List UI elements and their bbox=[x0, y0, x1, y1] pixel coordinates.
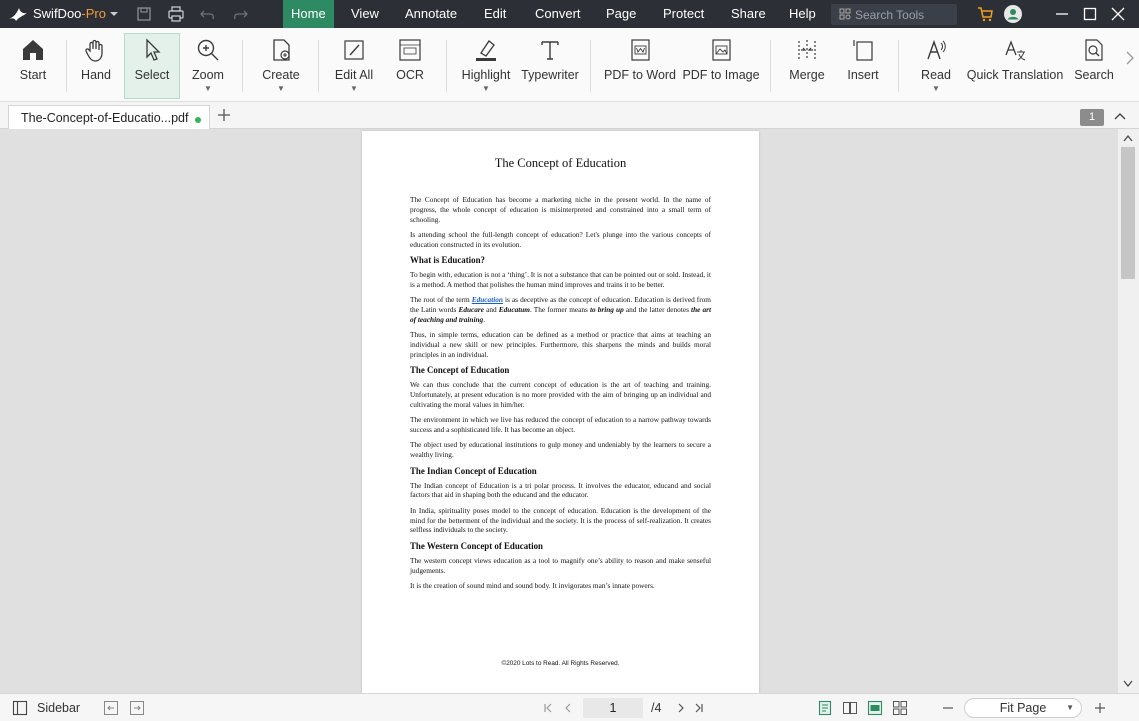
read-chevron-down-icon: ▼ bbox=[932, 84, 940, 93]
search-button[interactable]: Search bbox=[1074, 34, 1114, 100]
pdf-to-word-icon bbox=[627, 37, 653, 63]
section-heading: The Western Concept of Education bbox=[410, 540, 543, 551]
ribbon-scroll-right-icon[interactable] bbox=[1124, 50, 1136, 66]
thumbnail-grid-view-icon[interactable] bbox=[892, 700, 908, 716]
search-tools-icon bbox=[839, 8, 852, 21]
search-tools-box[interactable] bbox=[831, 4, 957, 25]
search-tools-input[interactable] bbox=[855, 6, 953, 23]
pdf-to-word-button[interactable]: PDF to Word bbox=[604, 34, 676, 100]
zoom-level-select[interactable] bbox=[964, 698, 1082, 718]
ribbon-divider bbox=[770, 40, 771, 92]
ocr-icon bbox=[397, 37, 423, 63]
previous-page-icon[interactable] bbox=[560, 700, 576, 716]
unsaved-indicator bbox=[195, 117, 201, 123]
sidebar-toggle-icon[interactable] bbox=[12, 700, 28, 716]
translate-icon bbox=[1002, 37, 1028, 63]
start-button[interactable]: Start bbox=[14, 34, 52, 100]
scroll-down-chevron-icon[interactable] bbox=[1122, 679, 1134, 689]
paragraph: The object used by educational institutions to gulp money and undeniably by the learners to secure a wealthy living. bbox=[410, 440, 711, 460]
ocr-button[interactable]: OCR bbox=[392, 34, 428, 100]
quick-translation-button[interactable]: Quick Translation bbox=[968, 34, 1062, 100]
status-bar bbox=[0, 693, 1139, 721]
section-heading: The Concept of Education bbox=[410, 365, 510, 376]
continuous-scroll-view-icon[interactable] bbox=[867, 700, 883, 716]
page-total: /4 bbox=[651, 701, 662, 715]
zoom-out-icon[interactable] bbox=[940, 700, 956, 716]
zoom-chevron-down-icon: ▼ bbox=[204, 84, 212, 93]
paragraph: Is attending school the full-length concept of education? Let's plunge into the various concepts of education constructed in its evolution. bbox=[410, 230, 711, 249]
ribbon-divider bbox=[590, 40, 591, 92]
scroll-up-chevron-icon[interactable] bbox=[1122, 133, 1134, 143]
merge-icon bbox=[794, 37, 820, 63]
next-view-icon[interactable] bbox=[129, 700, 145, 716]
education-link[interactable]: Education bbox=[471, 295, 503, 305]
menu-home[interactable]: Home bbox=[283, 0, 334, 28]
search-document-icon bbox=[1081, 37, 1107, 63]
highlight-button[interactable]: Highlight ▼ bbox=[460, 34, 512, 100]
edit-all-button[interactable]: Edit All ▼ bbox=[332, 34, 376, 100]
new-document-icon bbox=[268, 37, 294, 63]
ribbon-divider bbox=[66, 40, 67, 92]
app-menu-chevron-down-icon[interactable] bbox=[108, 8, 120, 20]
collapse-ribbon-chevron-up-icon[interactable] bbox=[1113, 111, 1127, 121]
pdf-page[interactable] bbox=[362, 131, 759, 693]
last-page-icon[interactable] bbox=[691, 700, 707, 716]
typewriter-icon bbox=[537, 37, 563, 63]
hand-tool-button[interactable]: Hand bbox=[76, 34, 116, 100]
page-footer: ©2020 Lots to Read. All Rights Reserved. bbox=[501, 660, 620, 667]
menu-share[interactable]: Share bbox=[731, 6, 766, 21]
paragraph: It is the creation of sound mind and sound body. It invigorates man’s innate powers. bbox=[410, 580, 655, 590]
ribbon-divider bbox=[242, 40, 243, 92]
zoom-level-value: Fit Page bbox=[999, 701, 1047, 715]
print-icon[interactable] bbox=[167, 5, 185, 23]
paragraph: Thus, in simple terms, education can be defined as a method or practice that aims at teaching an individual a new skill or new principles. Furthermore, this sharpens the minds and builds moral principles in an individual. bbox=[410, 330, 711, 360]
ribbon-toolbar bbox=[0, 28, 1139, 102]
document-viewer[interactable] bbox=[0, 129, 1118, 693]
read-button[interactable]: Read ▼ bbox=[916, 34, 956, 100]
menu-view[interactable]: View bbox=[351, 6, 379, 21]
menu-page[interactable]: Page bbox=[606, 6, 637, 21]
undo-icon[interactable] bbox=[199, 5, 217, 23]
paragraph: The Indian concept of Education is a tri polar process. It involves the educator, educand and social factors that aid in shaping both the educand and the educator. bbox=[410, 480, 711, 500]
current-page-input[interactable] bbox=[583, 698, 643, 718]
page-number-badge: 1 bbox=[1080, 109, 1104, 126]
next-page-icon[interactable] bbox=[673, 700, 689, 716]
document-tab[interactable] bbox=[8, 105, 210, 130]
ribbon-divider bbox=[318, 40, 319, 92]
insert-button[interactable]: Insert bbox=[844, 34, 882, 100]
highlighter-icon bbox=[473, 37, 499, 63]
first-page-icon[interactable] bbox=[540, 700, 556, 716]
zoom-in-plus-icon[interactable] bbox=[1092, 700, 1108, 716]
paragraph: To begin with, education is not a ‘thing’. It is not a substance that can be pointed out or sold. Instead, it is a method. A method that polishes the human mind improves and trains it to be better. bbox=[410, 270, 711, 290]
menu-annotate[interactable]: Annotate bbox=[405, 6, 458, 21]
section-heading: The Indian Concept of Education bbox=[410, 465, 537, 476]
app-name: SwifDoo-Pro bbox=[33, 6, 106, 21]
minimize-icon[interactable] bbox=[1052, 4, 1072, 24]
edit-pencil-icon bbox=[341, 37, 367, 63]
merge-button[interactable]: Merge bbox=[786, 34, 828, 100]
paragraph: The western concept views education as a tool to magnify one’s ability to reason and make senseful judgements. bbox=[410, 555, 711, 575]
paragraph: The environment in which we live has reduced the concept of education to a narrow pathway towards success and a sophisticated life. It has become an object. bbox=[410, 415, 711, 435]
close-icon[interactable] bbox=[1108, 4, 1128, 24]
pdf-to-image-icon bbox=[708, 37, 734, 63]
swifdoo-logo-icon bbox=[8, 5, 28, 23]
ribbon-divider bbox=[898, 40, 899, 92]
cart-icon[interactable] bbox=[975, 4, 995, 24]
add-tab-icon[interactable] bbox=[216, 107, 232, 123]
home-icon bbox=[20, 37, 46, 63]
vertical-scrollbar[interactable] bbox=[1118, 129, 1139, 693]
create-button[interactable]: Create ▼ bbox=[260, 34, 302, 100]
scrollbar-thumb[interactable] bbox=[1121, 147, 1135, 279]
paragraph: The root of the term Education is as deceptive as the concept of education. Education is derived from the Latin words Educare and Educatum. The former means to bring up and the latter denotes the art of teaching and training. bbox=[410, 295, 711, 325]
menu-help[interactable]: Help bbox=[789, 6, 816, 21]
section-heading: What is Education? bbox=[410, 255, 485, 266]
zoom-chevron-down-icon: ▼ bbox=[1066, 703, 1074, 712]
document-title: The Concept of Education bbox=[494, 156, 627, 170]
document-tab-title: The-Concept-of-Educatio...pdf bbox=[21, 111, 189, 125]
single-page-view-icon[interactable] bbox=[817, 700, 833, 716]
paragraph: The Concept of Education has become a marketing niche in the present world. In the name of progress, the whole concept of education is misinterpreted and constrained into a small term of schooling. bbox=[410, 195, 711, 224]
menu-convert[interactable]: Convert bbox=[535, 6, 581, 21]
zoom-button[interactable]: Zoom ▼ bbox=[188, 34, 228, 100]
ribbon-divider bbox=[446, 40, 447, 92]
hand-icon bbox=[83, 37, 109, 63]
two-page-view-icon[interactable] bbox=[842, 700, 858, 716]
document-tab-bar bbox=[0, 102, 1139, 129]
typewriter-button[interactable]: Typewriter bbox=[522, 34, 578, 100]
highlight-chevron-down-icon: ▼ bbox=[482, 84, 490, 93]
create-chevron-down-icon: ▼ bbox=[277, 84, 285, 93]
title-bar bbox=[0, 0, 1139, 28]
insert-page-icon bbox=[850, 37, 876, 63]
previous-view-icon[interactable] bbox=[103, 700, 119, 716]
edit-all-chevron-down-icon: ▼ bbox=[350, 84, 358, 93]
paragraph: We can thus conclude that the current concept of education is the art of teaching and training. Unfortunately, at present education is no more provided with the aim of bringing up an individual and cultivating the moral values in him/her. bbox=[410, 380, 711, 410]
select-tool-button[interactable]: Select bbox=[124, 33, 180, 99]
user-avatar-icon[interactable] bbox=[1003, 4, 1023, 24]
cursor-arrow-icon bbox=[139, 37, 165, 63]
pdf-to-image-button[interactable]: PDF to Image bbox=[684, 34, 758, 100]
menu-protect[interactable]: Protect bbox=[663, 6, 705, 21]
save-icon[interactable] bbox=[135, 5, 153, 23]
sidebar-button-label[interactable]: Sidebar bbox=[37, 701, 81, 715]
maximize-icon[interactable] bbox=[1080, 4, 1100, 24]
document-body bbox=[410, 195, 711, 596]
paragraph: In India, spirituality poses model to the concept of education. Education is the development of the mind for the betterment of the individual and the society. It is the process of self-realization. It creates selfless individuals to the society. bbox=[410, 505, 711, 535]
redo-icon[interactable] bbox=[231, 5, 249, 23]
menu-edit[interactable]: Edit bbox=[484, 6, 507, 21]
read-aloud-icon bbox=[923, 37, 949, 63]
zoom-in-icon bbox=[195, 37, 221, 63]
